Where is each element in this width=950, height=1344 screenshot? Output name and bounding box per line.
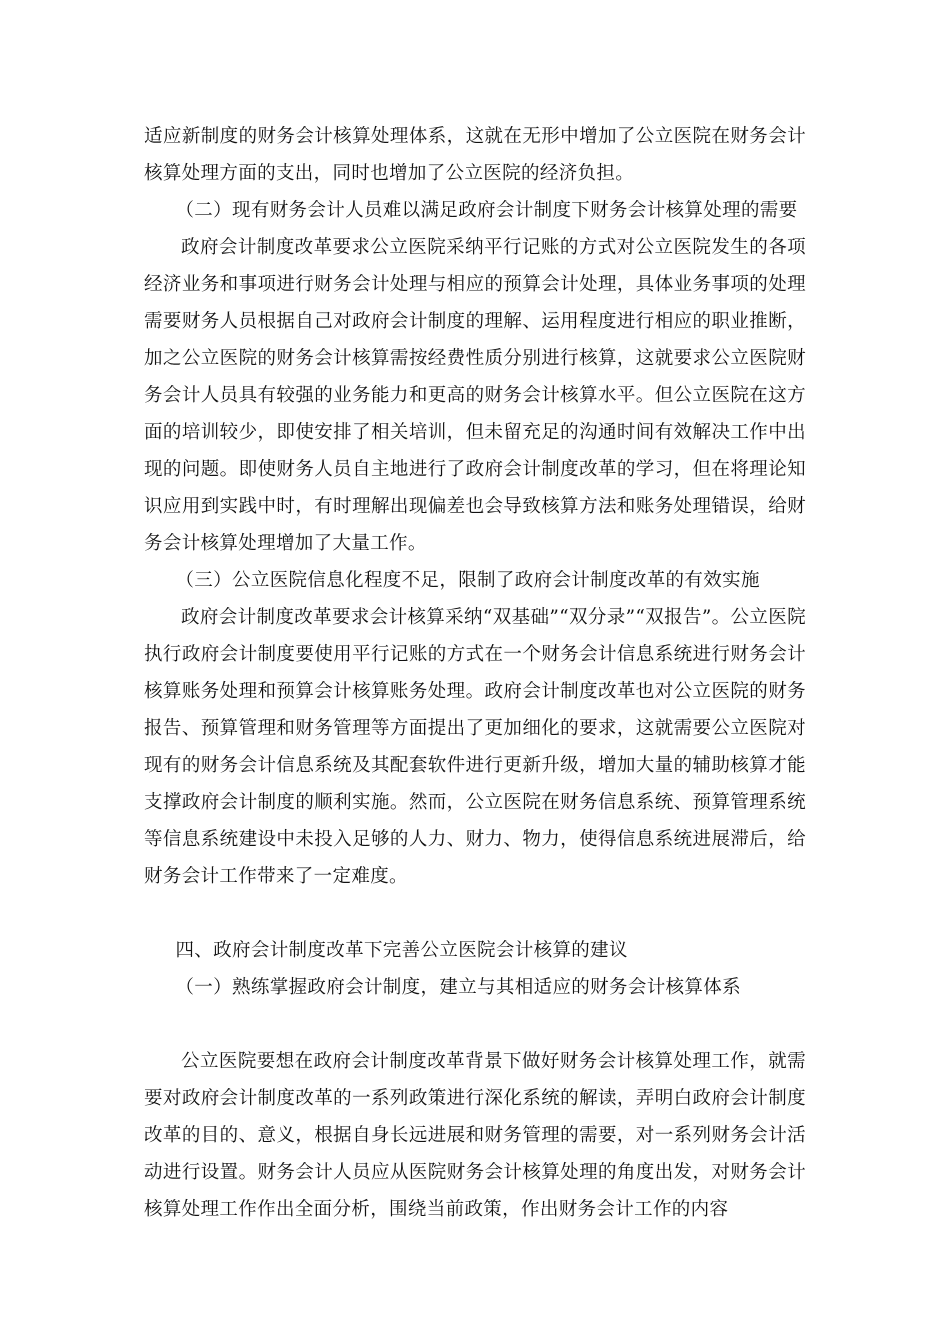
section-heading-suggestions: 四、政府会计制度改革下完善公立医院会计核算的建议: [175, 940, 628, 961]
paragraph-informatization: 政府会计制度改革要求会计核算采纳“双基础”“双分录”“双报告”。公立医院执行政府会计制度要使用平行记账的方式在一个财务会计信息系统进行财务会计核算账务处理和预算会计核算账务处理。政府会计制度改革也对公立医院的财务报告、预算管理和财务管理等方面提出了更加细化的要求，这就需要公立医院对现有的财务会计信息系统及其配套软件进行更新升级，增加大量的辅助核算才能支撑政府会计制度的顺利实施。然而，公立医院在财务信息系统、预算管理系统等信息系统建设中未投入足够的人力、财力、物力，使得信息系统进展滞后，给财务会计工作带来了一定难度。: [144, 607, 806, 887]
paragraph-master-system: 公立医院要想在政府会计制度改革背景下做好财务会计核算处理工作，就需要对政府会计制度改革的一系列政策进行深化系统的解读，弄明白政府会计制度改革的目的、意义，根据自身长远进展和财务管理的需要，对一系列财务会计活动进行设置。财务会计人员应从医院财务会计核算处理的角度出发，对财务会计核算处理工作作出全面分析，围绕当前政策，作出财务会计工作的内容: [144, 1051, 806, 1220]
subheading-existing-staff: （二）现有财务会计人员难以满足政府会计制度下财务会计核算处理的需要: [175, 200, 798, 221]
document-body: [144, 118, 806, 1228]
continuation-paragraph: 适应新制度的财务会计核算处理体系，这就在无形中增加了公立医院在财务会计核算处理方面的支出，同时也增加了公立医院的经济负担。: [144, 126, 806, 184]
subheading-master-system: （一）熟练掌握政府会计制度，建立与其相适应的财务会计核算体系: [175, 977, 741, 998]
subheading-informatization: （三）公立医院信息化程度不足，限制了政府会计制度改革的有效实施: [175, 570, 760, 591]
paragraph-existing-staff: 政府会计制度改革要求公立医院采纳平行记账的方式对公立医院发生的各项经济业务和事项进行财务会计处理与相应的预算会计处理，具体业务事项的处理需要财务人员根据自己对政府会计制度的理解、运用程度进行相应的职业推断，加之公立医院的财务会计核算需按经费性质分别进行核算，这就要求公立医院财务会计人员具有较强的业务能力和更高的财务会计核算水平。但公立医院在这方面的培训较少，即使安排了相关培训，但未留充足的沟通时间有效解决工作中出现的问题。即使财务人员自主地进行了政府会计制度改革的学习，但在将理论知识应用到实践中时，有时理解出现偏差也会导致核算方法和账务处理错误，给财务会计核算处理增加了大量工作。: [144, 237, 806, 554]
